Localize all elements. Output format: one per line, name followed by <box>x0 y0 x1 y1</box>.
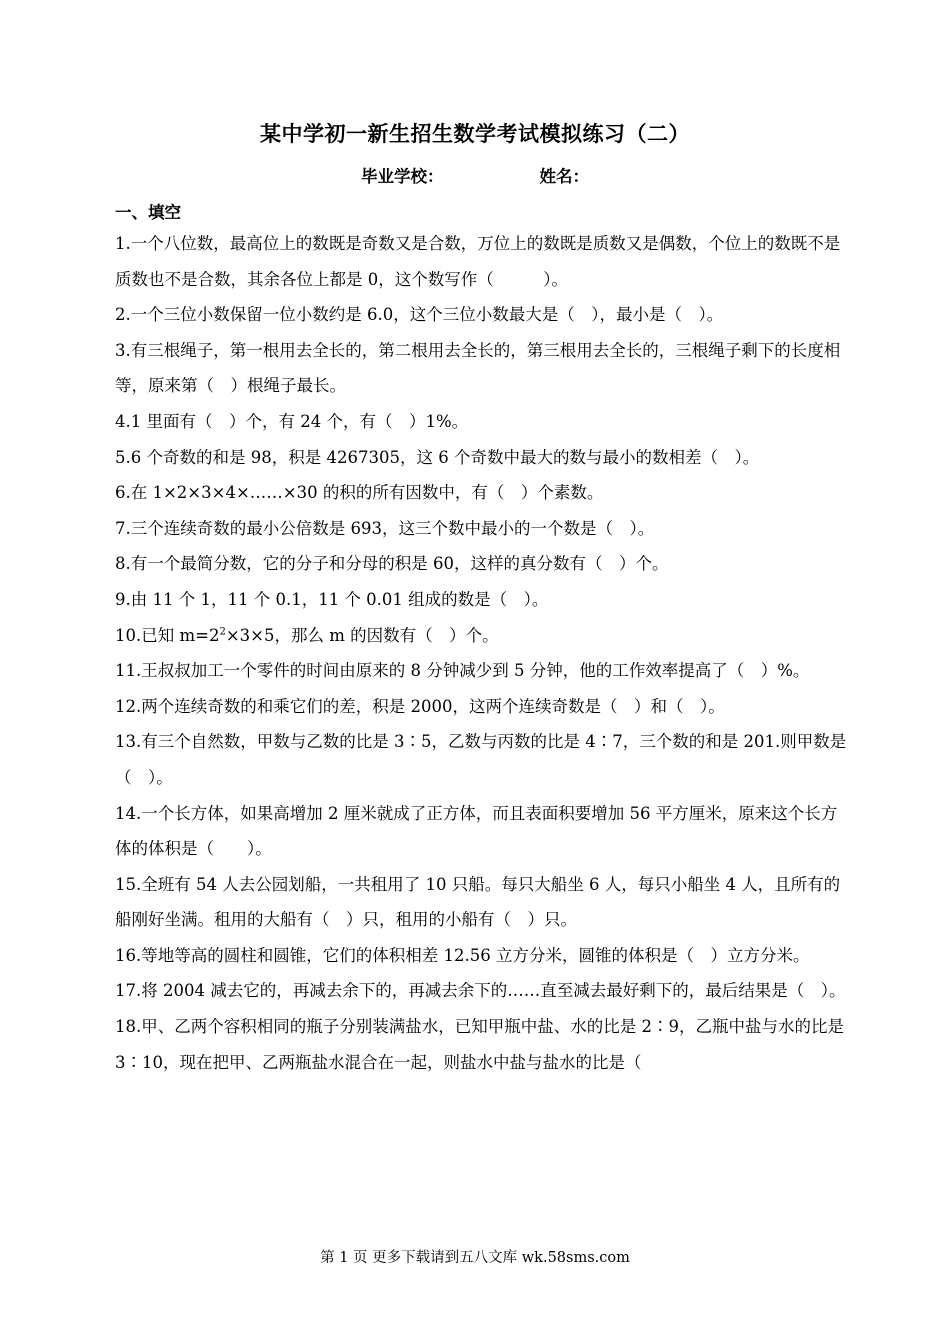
name-label: 姓名： <box>539 167 589 186</box>
question-15: 15.全班有 54 人去公园划船，一共租用了 10 只船。每只大船坐 6 人，每只小船坐 4 人，且所有的船刚好坐满。租用的大船有（ ）只，租用的小船有（ ）只。 <box>115 874 841 930</box>
school-label: 毕业学校： <box>361 167 444 186</box>
question-9: 9.由 11 个 1，11 个 0.1，11 个 0.01 组成的数是（ ）。 <box>115 589 549 609</box>
question-1: 1.一个八位数，最高位上的数既是奇数又是合数，万位上的数既是质数又是偶数，个位上的数既不是质数也不是合数，其余各位上都是 0，这个数写作（ ）。 <box>115 234 841 289</box>
question-6: 6.在 1×2×3×4×……×30 的积的所有因数中，有（ ）个素数。 <box>115 483 604 503</box>
question-4: 4.1 里面有（ ）个，有 24 个，有（ ）1%。 <box>115 411 469 431</box>
question-7: 7.三个连续奇数的最小公倍数是 693，这三个数中最小的一个数是（ ）。 <box>115 518 655 538</box>
question-3: 3.有三根绳子，第一根用去全长的，第二根用去全长的，第三根用去全长的，三根绳子剩下的长度相等，原来第（ ）根绳子最长。 <box>115 340 841 396</box>
question-5: 5.6 个奇数的和是 98，积是 4267305，这 6 个奇数中最大的数与最小的数相差（ ）。 <box>115 447 760 467</box>
question-13: 13.有三个自然数，甲数与乙数的比是 3∶5，乙数与丙数的比是 4∶7，三个数的和是 201.则甲数是（ ）。 <box>115 732 847 787</box>
question-10-end: ×3×5，那么 m 的因数有（ ）个。 <box>225 625 499 645</box>
question-8: 8.有一个最简分数，它的分子和分母的积是 60，这样的真分数有（ ）个。 <box>115 554 669 574</box>
question-12: 12.两个连续奇数的和乘它们的差，积是 2000，这两个连续奇数是（ ）和（ ）。 <box>115 696 725 716</box>
section-heading: 一、填空 <box>115 203 181 222</box>
question-17: 17.将 2004 减去它的，再减去余下的，再减去余下的……直至减去最好剩下的，最后结果是（ ）。 <box>115 981 846 1001</box>
question-10-exponent: 2 <box>219 626 226 638</box>
question-10-start: 10.已知 m=2 <box>115 625 220 645</box>
page-footer: 第 1 页 更多下载请到五八文库 wk.58sms.com <box>320 1250 630 1266</box>
question-10 <box>115 618 850 654</box>
student-info-line <box>0 163 950 187</box>
question-list <box>115 226 850 1080</box>
question-16: 16.等地等高的圆柱和圆锥，它们的体积相差 12.56 立方分米，圆锥的体积是（ ）立方分米。 <box>115 945 810 965</box>
question-18: 18.甲、乙两个容积相同的瓶子分别装满盐水，已知甲瓶中盐、水的比是 2∶9，乙瓶中盐与水的比是 3∶10，现在把甲、乙两瓶盐水混合在一起，则盐水中盐与盐水的比是（ <box>115 1017 844 1072</box>
page-title: 某中学初一新生招生数学考试模拟练习（二） <box>260 122 690 146</box>
question-11: 11.王叔叔加工一个零件的时间由原来的 8 分钟减少到 5 分钟，他的工作效率提高了（ ）%。 <box>115 661 810 681</box>
question-2: 2.一个三位小数保留一位小数约是 6.0，这个三位小数最大是（ ），最小是（ ）。 <box>115 305 724 325</box>
question-14: 14.一个长方体，如果高增加 2 厘米就成了正方体，而且表面积要增加 56 平方厘米，原来这个长方体的体积是（ ）。 <box>115 803 838 859</box>
